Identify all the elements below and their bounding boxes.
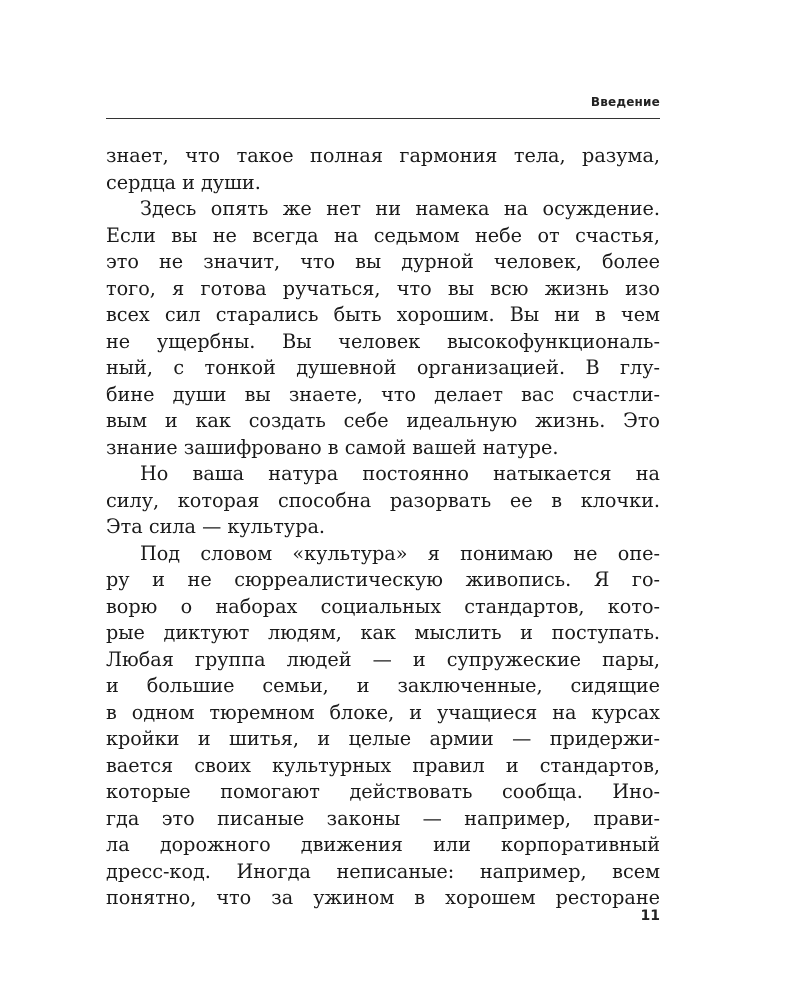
text-line: того, я готова ручаться, что вы всю жизнь изо <box>106 276 660 300</box>
text-line: ру и не сюрреалистическую живопись. Я го- <box>106 568 660 591</box>
text-line: Любая группа людей — и супружеские пары, <box>106 647 660 671</box>
text-line: сердца и души. <box>106 170 261 194</box>
text-line-paragraph-start: Здесь опять же нет ни намека на осуждение. <box>140 197 660 220</box>
page-number: 11 <box>640 908 660 924</box>
text-line: это не значит, что вы дурной человек, более <box>106 250 660 273</box>
text-line: силу, которая способна разорвать ее в клочки. <box>106 488 660 512</box>
text-line: ный, с тонкой душевной организацией. В глу- <box>106 356 660 379</box>
text-line-paragraph-start: Но ваша натура постоянно натыкается на <box>140 462 660 485</box>
text-line: гда это писаные законы — например, прави- <box>106 806 660 830</box>
text-line: дресс-код. Иногда неписаные: например, всем <box>106 859 660 883</box>
text-line: вается своих культурных правил и стандартов, <box>106 753 660 777</box>
text-line: ворю о наборах социальных стандартов, кото- <box>106 594 660 618</box>
text-line: понятно, что за ужином в хорошем ресторане <box>106 886 660 909</box>
section-title: Введение <box>590 95 660 109</box>
text-line: всех сил старались быть хорошим. Вы ни в чем <box>106 303 660 326</box>
text-line: не ущербны. Вы человек высокофункциональ- <box>106 329 660 353</box>
text-line: Если вы не всегда на седьмом небе от счастья, <box>106 223 660 247</box>
text-line: и большие семьи, и заключенные, сидящие <box>106 674 660 697</box>
text-line: в одном тюремном блоке, и учащиеся на курсах <box>106 700 660 724</box>
body-text <box>106 143 660 912</box>
text-line: знает, что такое полная гармония тела, разума, <box>106 144 660 167</box>
text-line-paragraph-start: Под словом «культура» я понимаю не опе- <box>140 541 660 565</box>
text-line: Эта сила — культура. <box>106 515 326 538</box>
text-line: кройки и шитья, и целые армии — придержи- <box>106 727 660 750</box>
text-line: рые диктуют людям, как мыслить и поступать. <box>106 621 660 644</box>
text-line: ла дорожного движения или корпоративный <box>106 833 660 856</box>
text-line: которые помогают действовать сообща. Ино- <box>106 780 660 803</box>
text-line: знание зашифровано в самой вашей натуре. <box>106 435 559 459</box>
text-line: вым и как создать себе идеальную жизнь. Это <box>106 409 660 432</box>
text-line: бине души вы знаете, что делает вас счастли- <box>106 382 660 406</box>
running-header <box>106 94 660 119</box>
